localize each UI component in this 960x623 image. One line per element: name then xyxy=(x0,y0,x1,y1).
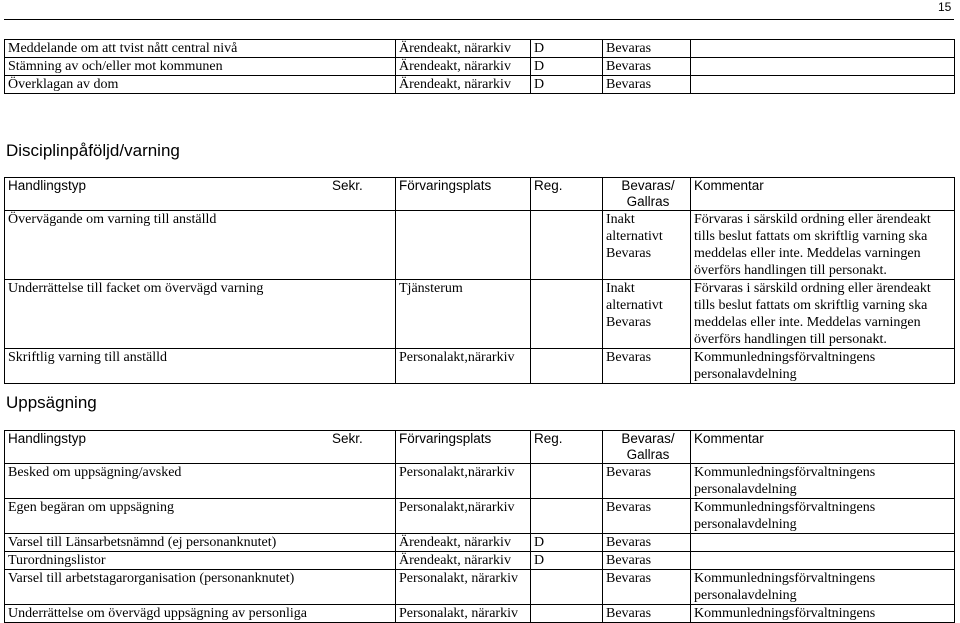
cell-reg xyxy=(531,464,603,499)
cell-handlingstyp: Övervägande om varning till anställd xyxy=(5,211,396,280)
cell-kommentar: Förvaras i särskild ordning eller ärendeakt tills beslut fattats om skriftlig varning ska meddelas eller inte. Meddelas varningen överförs handlingen till personakt. xyxy=(691,280,955,349)
header-kommentar: Kommentar xyxy=(691,178,955,211)
cell-reg xyxy=(531,349,603,384)
cell-bevaras: Inakt alternativt Bevaras xyxy=(603,211,691,280)
header-bevaras-gallras: Bevaras/ Gallras xyxy=(603,431,691,464)
header-cell-handlingstyp xyxy=(5,178,396,211)
table-header-row xyxy=(5,431,955,464)
cell-bevaras: Bevaras xyxy=(603,499,691,534)
cell-reg xyxy=(531,280,603,349)
header-handlingstyp: Handlingstyp xyxy=(8,431,87,446)
cell-bevaras: Bevaras xyxy=(603,464,691,499)
cell-handlingstyp: Underrättelse om övervägd uppsägning av personliga xyxy=(5,605,396,623)
cell-kommentar xyxy=(691,534,955,552)
table-row xyxy=(5,58,955,76)
cell-reg: D xyxy=(531,76,603,94)
table-row xyxy=(5,534,955,552)
cell-reg xyxy=(531,605,603,623)
cell-bevaras: Bevaras xyxy=(603,76,691,94)
table-row xyxy=(5,76,955,94)
cell-forvaringsplats: Personalakt, närarkiv xyxy=(396,570,531,605)
cell-forvaringsplats: Ärendeakt, närarkiv xyxy=(396,76,531,94)
cell-handlingstyp: Stämning av och/eller mot kommunen xyxy=(5,58,396,76)
cell-reg: D xyxy=(531,552,603,570)
cell-handlingstyp: Underrättelse till facket om övervägd varning xyxy=(5,280,396,349)
table-header-row xyxy=(5,178,955,211)
header-handlingstyp: Handlingstyp xyxy=(8,178,87,193)
cell-forvaringsplats: Personalakt,närarkiv xyxy=(396,464,531,499)
cell-handlingstyp: Överklagan av dom xyxy=(5,76,396,94)
header-sekr: Sekr. xyxy=(332,431,363,446)
cell-kommentar: Kommunledningsförvaltningens personalavdelning xyxy=(691,499,955,534)
cell-forvaringsplats: Ärendeakt, närarkiv xyxy=(396,40,531,58)
table-row xyxy=(5,552,955,570)
cell-forvaringsplats: Ärendeakt, närarkiv xyxy=(396,58,531,76)
cell-bevaras: Bevaras xyxy=(603,40,691,58)
cell-reg: D xyxy=(531,58,603,76)
cell-reg: D xyxy=(531,534,603,552)
top-rule xyxy=(4,19,954,20)
table-row xyxy=(5,605,955,623)
cell-kommentar xyxy=(691,40,955,58)
cell-bevaras: Bevaras xyxy=(603,552,691,570)
header-reg: Reg. xyxy=(531,178,603,211)
header-forvaringsplats: Förvaringsplats xyxy=(396,431,531,464)
page-number: 15 xyxy=(938,0,952,14)
cell-handlingstyp: Turordningslistor xyxy=(5,552,396,570)
header-reg: Reg. xyxy=(531,431,603,464)
table-discipline xyxy=(4,177,955,384)
cell-forvaringsplats: Tjänsterum xyxy=(396,280,531,349)
cell-handlingstyp: Besked om uppsägning/avsked xyxy=(5,464,396,499)
header-bevaras-gallras: Bevaras/ Gallras xyxy=(603,178,691,211)
cell-bevaras: Inakt alternativt Bevaras xyxy=(603,280,691,349)
cell-handlingstyp: Varsel till Länsarbetsnämnd (ej personanknutet) xyxy=(5,534,396,552)
cell-kommentar: Kommunledningsförvaltningens personalavdelning xyxy=(691,464,955,499)
header-forvaringsplats: Förvaringsplats xyxy=(396,178,531,211)
cell-kommentar xyxy=(691,76,955,94)
cell-kommentar xyxy=(691,58,955,76)
header-kommentar: Kommentar xyxy=(691,431,955,464)
table-row xyxy=(5,40,955,58)
table-row xyxy=(5,464,955,499)
cell-kommentar: Kommunledningsförvaltningens personalavdelning xyxy=(691,570,955,605)
cell-forvaringsplats: Ärendeakt, närarkiv xyxy=(396,552,531,570)
table-continuation xyxy=(4,39,955,94)
cell-forvaringsplats xyxy=(396,211,531,280)
header-sekr: Sekr. xyxy=(332,178,363,193)
table-row xyxy=(5,570,955,605)
cell-forvaringsplats: Ärendeakt, närarkiv xyxy=(396,534,531,552)
cell-handlingstyp: Meddelande om att tvist nått central nivå xyxy=(5,40,396,58)
cell-bevaras: Bevaras xyxy=(603,605,691,623)
cell-kommentar: Kommunledningsförvaltningens xyxy=(691,605,955,623)
section-heading-discipline: Disciplinpåföljd/varning xyxy=(6,141,180,160)
table-row xyxy=(5,499,955,534)
cell-kommentar xyxy=(691,552,955,570)
table-row xyxy=(5,211,955,280)
header-cell-handlingstyp xyxy=(5,431,396,464)
cell-bevaras: Bevaras xyxy=(603,349,691,384)
cell-reg: D xyxy=(531,40,603,58)
cell-forvaringsplats: Personalakt,närarkiv xyxy=(396,499,531,534)
cell-bevaras: Bevaras xyxy=(603,570,691,605)
cell-bevaras: Bevaras xyxy=(603,58,691,76)
table-row xyxy=(5,349,955,384)
cell-reg xyxy=(531,499,603,534)
cell-kommentar: Kommunledningsförvaltningens personalavdelning xyxy=(691,349,955,384)
cell-forvaringsplats: Personalakt, närarkiv xyxy=(396,605,531,623)
cell-handlingstyp: Skriftlig varning till anställd xyxy=(5,349,396,384)
cell-forvaringsplats: Personalakt,närarkiv xyxy=(396,349,531,384)
cell-reg xyxy=(531,211,603,280)
cell-reg xyxy=(531,570,603,605)
table-row xyxy=(5,280,955,349)
table-termination xyxy=(4,430,955,623)
section-heading-termination: Uppsägning xyxy=(6,393,97,412)
cell-handlingstyp: Varsel till arbetstagarorganisation (personanknutet) xyxy=(5,570,396,605)
cell-handlingstyp: Egen begäran om uppsägning xyxy=(5,499,396,534)
cell-bevaras: Bevaras xyxy=(603,534,691,552)
cell-kommentar: Förvaras i särskild ordning eller ärendeakt tills beslut fattats om skriftlig varning ska meddelas eller inte. Meddelas varningen överförs handlingen till personakt. xyxy=(691,211,955,280)
